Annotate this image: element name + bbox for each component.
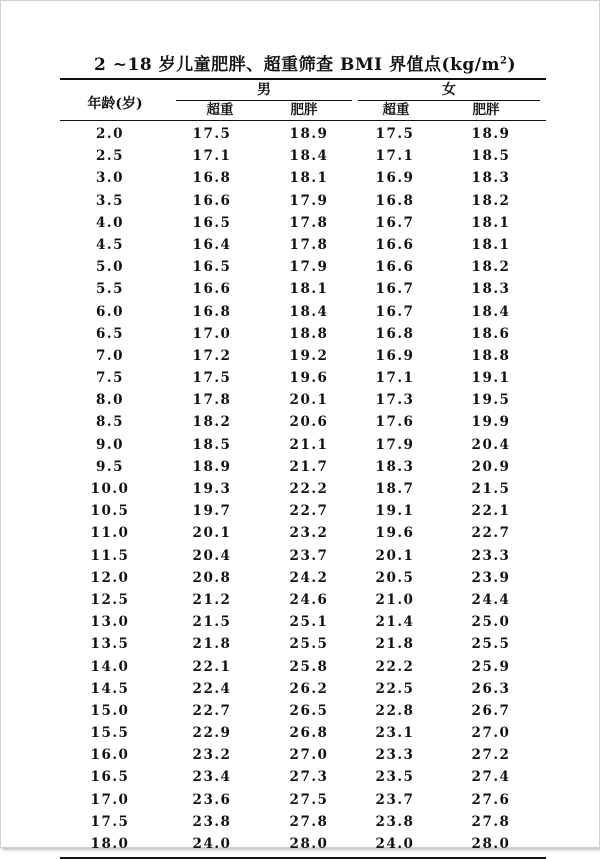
table-row [60,766,546,788]
male-obese-cell: 17.8 [289,214,329,231]
table-row [60,744,546,766]
age-cell: 11.5 [90,547,130,564]
male-obese-cell: 27.8 [289,813,329,830]
table-row [60,212,546,234]
male-obese-cell: 27.3 [289,769,329,786]
male-obese-cell: 23.2 [289,525,329,542]
age-cell: 8.5 [96,414,124,431]
female-obese-cell: 18.6 [471,325,511,342]
female-obese-cell: 18.4 [471,303,511,320]
age-cell: 10.0 [90,481,130,497]
table-row [60,278,546,300]
male-overweight-cell: 24.0 [192,836,232,852]
male-obese-cell: 18.4 [289,303,329,320]
age-cell: 5.5 [96,281,124,298]
male-obese-cell: 28.0 [289,836,329,852]
table-title [60,50,550,75]
male-overweight-cell: 21.5 [192,614,232,631]
male-overweight-cell: 17.2 [192,347,232,364]
male-overweight-cell: 22.7 [192,702,232,719]
table-row [60,789,546,811]
age-cell: 3.0 [96,170,124,187]
table-title-text: 2 ~18 岁儿童肥胖、超重筛查 BMI 界值点(kg/m [94,55,500,75]
male-obese-cell: 25.1 [289,614,329,631]
male-overweight-header: 超重 [206,102,234,118]
male-obese-cell: 18.1 [289,281,329,298]
table-row [60,478,546,500]
age-cell: 5.0 [96,259,124,276]
male-obese-cell: 22.2 [289,481,329,497]
female-overweight-cell: 16.6 [375,236,415,253]
female-overweight-cell: 22.5 [375,680,415,697]
female-obese-cell: 24.4 [471,591,511,608]
female-obese-cell: 27.4 [471,769,511,786]
age-cell: 11.0 [90,525,130,542]
female-obese-cell: 18.9 [471,126,511,142]
table-row [60,389,546,411]
age-cell: 12.5 [90,591,130,608]
male-obese-cell: 26.8 [289,725,329,742]
age-cell: 16.0 [90,747,130,764]
male-overweight-cell: 16.5 [192,259,232,276]
age-cell: 13.5 [90,636,130,653]
female-obese-cell: 18.2 [471,192,511,209]
female-obese-cell: 20.4 [471,436,511,453]
male-obese-cell: 21.1 [289,436,329,453]
female-overweight-cell: 16.6 [375,259,415,276]
male-obese-cell: 26.5 [289,702,329,719]
male-overweight-cell: 20.8 [192,569,232,586]
female-overweight-cell: 22.8 [375,702,415,719]
female-overweight-cell: 17.3 [375,392,415,409]
male-overweight-cell: 21.8 [192,636,232,653]
female-overweight-cell: 16.7 [375,303,415,320]
bmi-table [60,78,546,859]
male-obese-cell: 25.5 [289,636,329,653]
female-overweight-cell: 16.9 [375,347,415,364]
female-overweight-cell: 23.8 [375,813,415,830]
female-obese-cell: 25.9 [471,658,511,675]
female-overweight-cell: 20.5 [375,569,415,586]
table-row [60,411,546,433]
male-overweight-cell: 16.8 [192,170,232,187]
table-row [60,611,546,633]
female-overweight-cell: 23.1 [375,725,415,742]
table-row [60,567,546,589]
female-obese-cell: 28.0 [471,836,511,852]
age-cell: 18.0 [90,836,130,852]
male-overweight-cell: 22.1 [192,658,232,675]
male-obese-cell: 19.2 [289,347,329,364]
male-overweight-cell: 18.5 [192,436,232,453]
table-row [60,700,546,722]
female-obese-cell: 22.7 [471,525,511,542]
table-title-close: ) [507,55,516,75]
table-row [60,234,546,256]
table-row [60,656,546,678]
female-obese-header: 肥胖 [472,102,500,118]
age-cell: 6.0 [96,303,124,320]
female-obese-cell: 18.5 [471,148,511,165]
female-overweight-cell: 18.3 [375,458,415,475]
female-overweight-cell: 21.4 [375,614,415,631]
male-obese-cell: 24.6 [289,591,329,608]
female-obese-cell: 25.0 [471,614,511,631]
female-overweight-cell: 19.1 [375,503,415,520]
male-obese-cell: 18.9 [289,126,329,142]
female-obese-cell: 23.9 [471,569,511,586]
table-row [60,589,546,611]
male-overweight-cell: 21.2 [192,591,232,608]
table-row [60,123,546,145]
age-cell: 17.5 [90,813,130,830]
female-obese-cell: 18.8 [471,347,511,364]
table-row [60,345,546,367]
male-overweight-cell: 23.4 [192,769,232,786]
female-group-header: 女 [442,82,456,98]
female-obese-cell: 26.3 [471,680,511,697]
male-obese-cell: 24.2 [289,569,329,586]
age-cell: 13.0 [90,614,130,631]
table-row [60,190,546,212]
table-row [60,456,546,478]
male-overweight-cell: 20.1 [192,525,232,542]
female-obese-cell: 19.1 [471,370,511,387]
female-overweight-cell: 23.3 [375,747,415,764]
male-overweight-cell: 19.3 [192,481,232,497]
male-overweight-cell: 23.6 [192,791,232,808]
male-obese-cell: 18.8 [289,325,329,342]
female-obese-cell: 19.9 [471,414,511,431]
male-overweight-cell: 19.7 [192,503,232,520]
female-obese-cell: 21.5 [471,481,511,497]
age-cell: 2.5 [96,148,124,165]
male-overweight-cell: 16.8 [192,303,232,320]
female-obese-cell: 18.3 [471,170,511,187]
male-overweight-cell: 18.2 [192,414,232,431]
table-header [60,80,546,121]
male-obese-cell: 17.9 [289,259,329,276]
male-obese-cell: 26.2 [289,680,329,697]
age-cell: 9.5 [96,458,124,475]
female-obese-cell: 27.6 [471,791,511,808]
female-overweight-cell: 17.5 [375,126,415,142]
age-cell: 7.5 [96,370,124,387]
female-obese-cell: 18.3 [471,281,511,298]
female-overweight-cell: 19.6 [375,525,415,542]
female-overweight-cell: 16.8 [375,325,415,342]
female-overweight-cell: 21.8 [375,636,415,653]
age-cell: 15.0 [90,702,130,719]
female-overweight-cell: 18.7 [375,481,415,497]
male-group-header: 男 [257,82,271,98]
female-overweight-cell: 17.9 [375,436,415,453]
male-overweight-cell: 17.8 [192,392,232,409]
male-overweight-cell: 16.5 [192,214,232,231]
age-cell: 7.0 [96,347,124,364]
age-cell: 6.5 [96,325,124,342]
male-overweight-cell: 16.4 [192,236,232,253]
male-obese-cell: 17.9 [289,192,329,209]
table-row [60,323,546,345]
female-overweight-cell: 17.1 [375,370,415,387]
table-row [60,256,546,278]
male-obese-cell: 27.0 [289,747,329,764]
table-row [60,633,546,655]
male-overweight-cell: 22.4 [192,680,232,697]
male-overweight-cell: 17.1 [192,148,232,165]
female-overweight-cell: 20.1 [375,547,415,564]
male-obese-cell: 20.6 [289,414,329,431]
male-overweight-cell: 23.2 [192,747,232,764]
male-obese-header: 肥胖 [290,102,318,118]
age-cell: 8.0 [96,392,124,409]
table-row [60,545,546,567]
female-obese-cell: 27.2 [471,747,511,764]
table-row [60,722,546,744]
female-obese-cell: 20.9 [471,458,511,475]
female-overweight-cell: 21.0 [375,591,415,608]
female-overweight-cell: 16.9 [375,170,415,187]
age-cell: 14.0 [90,658,130,675]
male-obese-cell: 18.4 [289,148,329,165]
table-row [60,678,546,700]
age-cell: 4.5 [96,236,124,253]
age-cell: 14.5 [90,680,130,697]
age-cell: 2.0 [96,126,124,142]
table-row [60,167,546,189]
male-obese-cell: 20.1 [289,392,329,409]
age-cell: 10.5 [90,503,130,520]
female-obese-cell: 18.2 [471,259,511,276]
female-overweight-cell: 16.8 [375,192,415,209]
male-overweight-cell: 16.6 [192,281,232,298]
female-obese-cell: 19.5 [471,392,511,409]
table-row [60,522,546,544]
female-overweight-cell: 17.6 [375,414,415,431]
female-overweight-cell: 23.7 [375,791,415,808]
female-overweight-cell: 16.7 [375,214,415,231]
female-overweight-cell: 16.7 [375,281,415,298]
table-row [60,500,546,522]
male-obese-cell: 27.5 [289,791,329,808]
male-overweight-cell: 20.4 [192,547,232,564]
female-overweight-header: 超重 [382,102,410,118]
male-obese-cell: 21.7 [289,458,329,475]
female-obese-cell: 27.8 [471,813,511,830]
table-row [60,367,546,389]
age-cell: 15.5 [90,725,130,742]
male-overweight-cell: 18.9 [192,458,232,475]
male-overweight-cell: 16.6 [192,192,232,209]
male-obese-cell: 25.8 [289,658,329,675]
male-overweight-cell: 17.5 [192,370,232,387]
age-column-header: 年龄(岁) [87,96,143,112]
male-obese-cell: 17.8 [289,236,329,253]
female-obese-cell: 23.3 [471,547,511,564]
female-overweight-cell: 22.2 [375,658,415,675]
male-overweight-cell: 23.8 [192,813,232,830]
table-row [60,833,546,855]
table-body [60,121,546,857]
age-cell: 17.0 [90,791,130,808]
female-obese-cell: 18.1 [471,236,511,253]
male-overweight-cell: 22.9 [192,725,232,742]
table-row [60,811,546,833]
female-obese-cell: 25.5 [471,636,511,653]
male-overweight-cell: 17.5 [192,126,232,142]
table-row [60,301,546,323]
female-obese-cell: 26.7 [471,702,511,719]
female-overweight-cell: 17.1 [375,148,415,165]
table-row [60,145,546,167]
female-obese-cell: 27.0 [471,725,511,742]
age-cell: 9.0 [96,436,124,453]
age-cell: 16.5 [90,769,130,786]
age-cell: 3.5 [96,192,124,209]
female-overweight-cell: 23.5 [375,769,415,786]
male-obese-cell: 19.6 [289,370,329,387]
female-obese-cell: 18.1 [471,214,511,231]
female-obese-cell: 22.1 [471,503,511,520]
table-title-superscript: 2 [499,55,508,67]
male-obese-cell: 23.7 [289,547,329,564]
female-overweight-cell: 24.0 [375,836,415,852]
table-row [60,434,546,456]
male-overweight-cell: 17.0 [192,325,232,342]
age-cell: 4.0 [96,214,124,231]
male-obese-cell: 18.1 [289,170,329,187]
male-obese-cell: 22.7 [289,503,329,520]
age-cell: 12.0 [90,569,130,586]
